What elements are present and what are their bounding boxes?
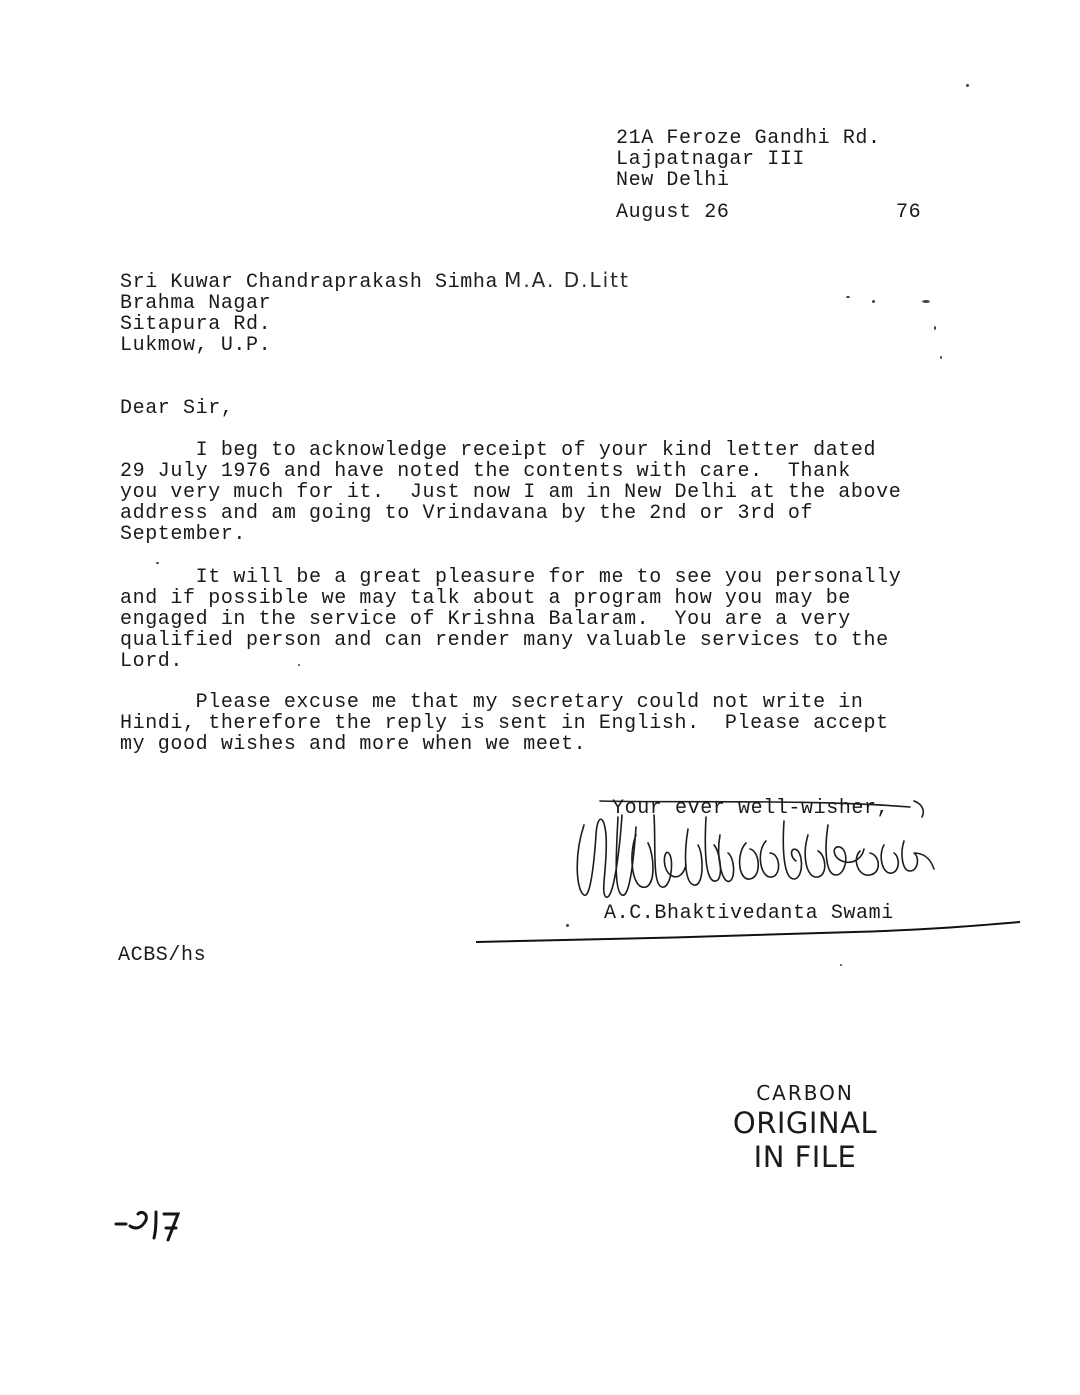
body-line: Please excuse me that my secretary could not write in: [120, 691, 864, 714]
sender-address: [616, 128, 881, 191]
signer-name-text: A.C.Bhaktivedanta Swami: [604, 902, 894, 925]
salutation: Dear Sir,: [120, 397, 234, 420]
sender-address-line-1: 21A Feroze Gandhi Rd.: [616, 127, 881, 150]
body-paragraph-2: [120, 567, 960, 672]
body-paragraph-3: [120, 692, 960, 755]
body-line: address and am going to Vrindavana by the 2nd or 3rd of: [120, 502, 814, 525]
carbon-original-stamp: [700, 1080, 910, 1174]
recipient-name: Sri Kuwar Chandraprakash Simha: [120, 271, 499, 294]
body-paragraph-1: [120, 440, 960, 545]
reference-initials: ACBS/hs: [118, 944, 207, 967]
body-line: and if possible we may talk about a program how you may be: [120, 587, 851, 610]
sender-address-line-3: New Delhi: [616, 169, 730, 192]
date-month-day: August 26: [616, 201, 730, 224]
body-line: you very much for it. Just now I am in New Delhi at the above: [120, 481, 902, 504]
scan-speck: [872, 300, 875, 303]
stamp-line-2: ORIGINAL: [732, 1106, 878, 1140]
scan-speck: [966, 84, 969, 87]
body-line: 29 July 1976 and have noted the contents with care. Thank: [120, 460, 851, 483]
sender-address-line-2: Lajpatnagar III: [616, 148, 806, 171]
date-year: 76: [896, 201, 922, 224]
scan-speck: [934, 326, 936, 330]
body-line: It will be a great pleasure for me to see you personally: [120, 566, 902, 589]
body-line: September.: [120, 523, 247, 546]
scan-speck: [566, 924, 569, 927]
body-line: I beg to acknowledge receipt of your kind letter dated: [120, 439, 877, 462]
scan-speck: [156, 562, 159, 564]
handwritten-file-number: [112, 1200, 202, 1250]
body-line: qualified person and can render many valuable services to the: [120, 629, 889, 652]
stamp-line-3: IN FILE: [753, 1140, 857, 1174]
scan-speck: [840, 964, 842, 966]
body-line: engaged in the service of Krishna Balaram. You are a very: [120, 608, 851, 631]
recipient-handwritten-note: M.A. D.Litt: [504, 268, 630, 292]
scan-speck: [922, 300, 930, 303]
scan-speck: [940, 356, 942, 359]
recipient-name-line: [120, 270, 630, 293]
scan-speck: [846, 296, 850, 298]
closing: Your ever well-wisher,: [612, 797, 890, 820]
body-line: Lord.: [120, 650, 184, 673]
body-line: Hindi, therefore the reply is sent in English. Please accept: [120, 712, 889, 735]
scan-speck: [298, 664, 300, 666]
recipient-address: [120, 270, 630, 356]
letter-date: [616, 201, 922, 224]
recipient-line-1: Brahma Nagar: [120, 292, 272, 315]
stamp-line-1: CARBON: [756, 1081, 854, 1105]
signature-rule: [474, 918, 1022, 948]
recipient-line-2: Sitapura Rd.: [120, 313, 272, 336]
recipient-line-3: Lukmow, U.P.: [120, 334, 272, 357]
body-line: my good wishes and more when we meet.: [120, 733, 587, 756]
